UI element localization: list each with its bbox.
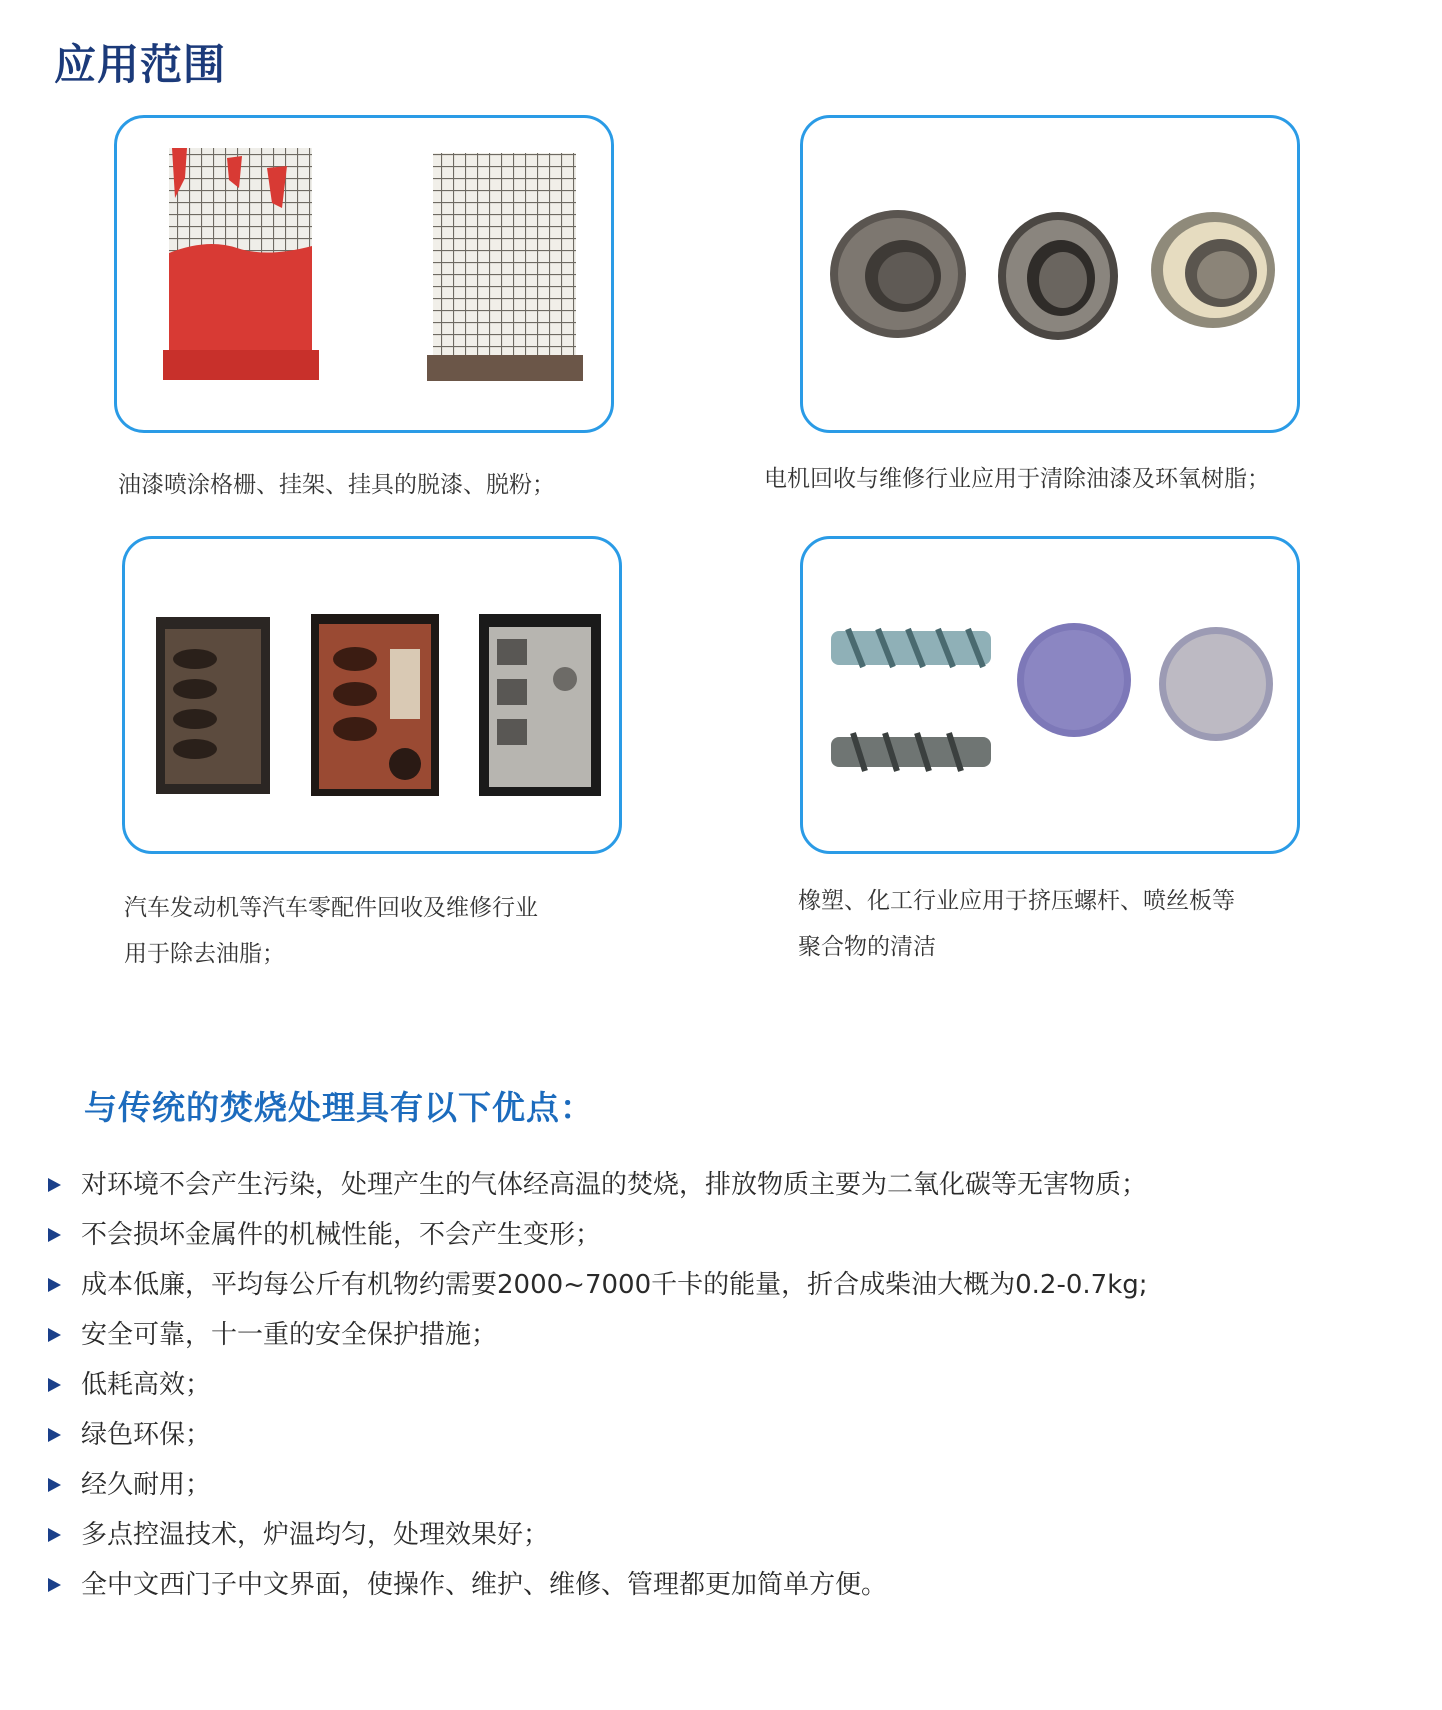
card-engine-blocks (122, 536, 622, 854)
list-item (48, 1360, 1148, 1410)
list-item-text: 全中文西门子中文界面，使操作、维护、维修、管理都更加简单方便。 (81, 1570, 888, 1600)
caption-line: 油漆喷涂格栅、挂架、挂具的脱漆、脱粉； (118, 472, 555, 498)
paint-grid-images (117, 118, 611, 430)
list-item-text: 经久耐用； (81, 1470, 212, 1500)
stator-2 (998, 212, 1118, 340)
list-item-text: 对环境不会产生污染，处理产生的气体经高温的焚烧，排放物质主要为二氧化碳等无害物质； (81, 1170, 1148, 1200)
list-item-text: 安全可靠，十一重的安全保护措施； (81, 1320, 498, 1350)
list-item-text: 成本低廉，平均每公斤有机物约需要2000~7000千卡的能量，折合成柴油大概为0.2-0.7kg; (81, 1270, 1148, 1300)
caption-line: 电机回收与维修行业应用于清除油漆及环氧树脂； (764, 466, 1270, 492)
list-item (48, 1410, 1148, 1460)
caption-line: 用于除去油脂； (124, 941, 285, 967)
bullet-arrow-icon (48, 1178, 61, 1192)
list-item-text: 多点控温技术，炉温均匀，处理效果好； (81, 1520, 550, 1550)
bullet-arrow-icon (48, 1378, 61, 1392)
card-motor-stators (800, 115, 1300, 433)
caption-line: 汽车发动机等汽车零配件回收及维修行业 (124, 895, 538, 921)
caption-paint-grid (118, 462, 555, 508)
screw-spinneret-images (803, 539, 1297, 851)
list-item (48, 1460, 1148, 1510)
stator-3 (1151, 212, 1275, 328)
advantages-list (48, 1160, 1148, 1610)
stator-1 (830, 210, 966, 338)
list-item-text: 绿色环保； (81, 1420, 212, 1450)
bullet-arrow-icon (48, 1228, 61, 1242)
card-paint-grid (114, 115, 614, 433)
bullet-arrow-icon (48, 1328, 61, 1342)
section-title-application-scope: 应用范围 (54, 40, 227, 89)
bullet-arrow-icon (48, 1578, 61, 1592)
list-item (48, 1160, 1148, 1210)
engine-block-images (125, 539, 619, 851)
bullet-arrow-icon (48, 1528, 61, 1542)
section-title-advantages: 与传统的焚烧处理具有以下优点： (84, 1088, 594, 1127)
list-item (48, 1260, 1148, 1310)
list-item (48, 1310, 1148, 1360)
motor-stator-images (803, 118, 1297, 430)
caption-motor (764, 456, 1270, 502)
list-item (48, 1210, 1148, 1260)
caption-line: 橡塑、化工行业应用于挤压螺杆、喷丝板等 (798, 888, 1235, 914)
list-item-text: 低耗高效； (81, 1370, 212, 1400)
list-item (48, 1510, 1148, 1560)
bullet-arrow-icon (48, 1478, 61, 1492)
bullet-arrow-icon (48, 1278, 61, 1292)
caption-line: 聚合物的清洁 (798, 934, 936, 960)
list-item (48, 1560, 1148, 1610)
caption-screws (798, 878, 1235, 970)
bullet-arrow-icon (48, 1428, 61, 1442)
card-screws-spinnerets (800, 536, 1300, 854)
caption-engine (124, 885, 538, 977)
list-item-text: 不会损坏金属件的机械性能，不会产生变形； (81, 1220, 602, 1250)
